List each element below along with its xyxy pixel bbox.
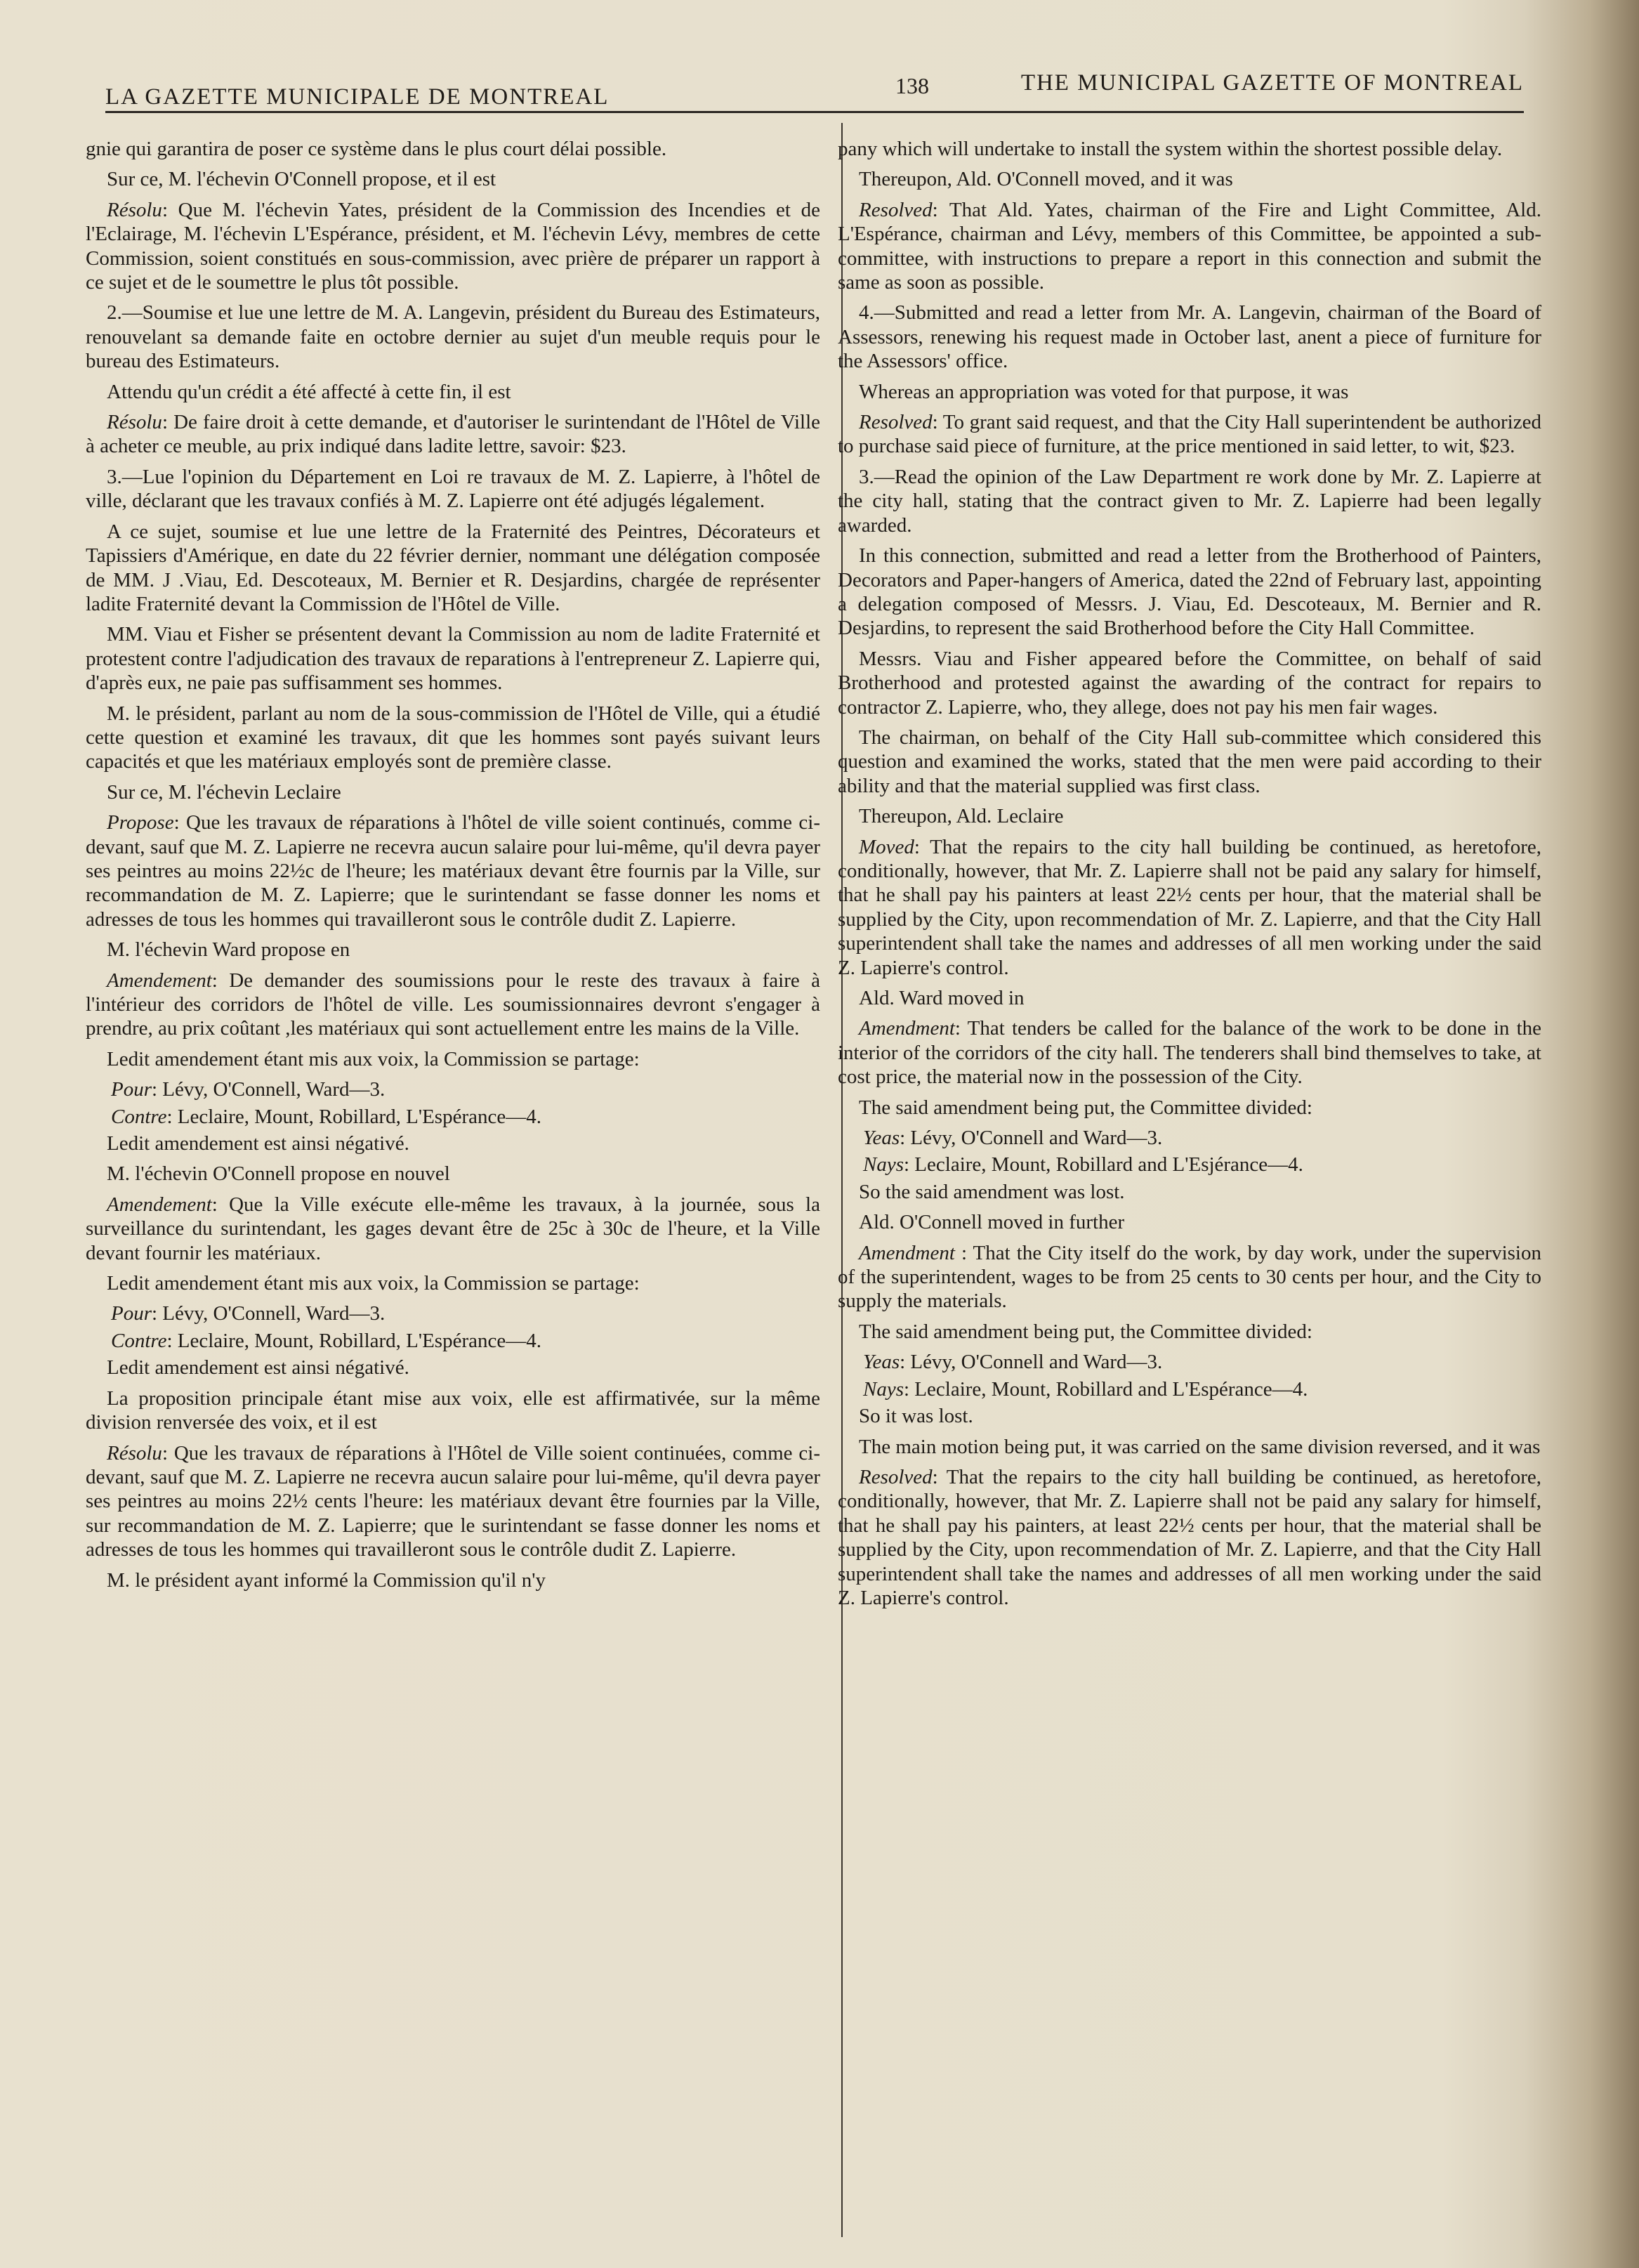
paragraph-text: M. le président, parlant au nom de la sous-commission de l'Hôtel de Ville, qui a étudié cette question et examiné les travaux, dit que les hommes sont payés suivant leurs capacités et que les matériaux employés sont de première classe.: [86, 702, 820, 773]
paragraph: [838, 1180, 1541, 1204]
paragraph: [838, 1016, 1541, 1089]
english-column: [838, 137, 1541, 1616]
motion-label: Résolu: [107, 1441, 162, 1464]
header-english-title: THE MUNICIPAL GAZETTE OF MONTREAL: [1020, 70, 1524, 96]
motion-label: Moved: [859, 835, 914, 858]
paragraph-text: So it was lost.: [859, 1405, 973, 1428]
paragraph: [86, 622, 820, 695]
paragraph: [86, 938, 820, 962]
paragraph-text: A ce sujet, soumise et lue une lettre de la Fraternité des Peintres, Décorateurs et Tapissiers d'Amérique, en date du 22 février dernier, nommant une délégation composée de MM. J .Viau, Ed. Descoteaux, M. Bernier et R. Desjardins, chargée de représenter ladite Fraternité devant la Commission de l'Hôtel de Ville.: [86, 520, 820, 615]
motion-label: Resolved: [859, 198, 933, 221]
paragraph: [838, 804, 1541, 828]
paragraph: [838, 167, 1541, 191]
paragraph: [838, 1320, 1541, 1344]
paragraph-text: La proposition principale étant mise aux voix, elle est affirmativée, sur la même division renversée des voix, et il est: [86, 1387, 820, 1434]
paragraph-text: 2.—Soumise et lue une lettre de M. A. Langevin, président du Bureau des Estimateurs, renouvelant sa demande faite en octobre dernier au sujet d'un meuble requis pour le bureau des Estimateurs.: [86, 301, 820, 373]
paragraph: [838, 198, 1541, 295]
paragraph: [838, 380, 1541, 404]
paragraph: [86, 1441, 820, 1562]
paragraph: [86, 702, 820, 774]
motion-label: Resolved: [859, 1465, 933, 1488]
motion-label: Propose: [107, 811, 174, 834]
paragraph-text: M. le président ayant informé la Commission qu'il n'y: [107, 1568, 546, 1592]
paragraph-text: : Lévy, O'Connell and Ward—3.: [900, 1127, 1163, 1150]
motion-label: Yeas: [863, 1127, 900, 1150]
motion-label: Amendement: [107, 1193, 212, 1216]
paragraph-text: The chairman, on behalf of the City Hall sub-committee which considered this question and examined the works, stated that the men were paid according to their ability and that the material supplied was first class.: [838, 726, 1541, 797]
vote-line: [838, 1350, 1541, 1374]
paragraph-text: Ald. O'Connell moved in further: [859, 1211, 1125, 1234]
paragraph: [838, 1404, 1541, 1428]
motion-label: Amendment: [859, 1241, 955, 1264]
paragraph-text: The said amendment being put, the Committee divided:: [859, 1096, 1312, 1119]
paragraph-text: Ald. Ward moved in: [859, 987, 1025, 1009]
paragraph-text: The main motion being put, it was carried on the same division reversed, and it was: [859, 1435, 1541, 1458]
paragraph: [838, 986, 1541, 1010]
paragraph-text: : That the repairs to the city hall building be continued, as heretofore, conditionally, however, that Mr. Z. Lapierre shall not be paid any salary for himself, that he shall pay his painters, at least 22½ cents per hour, that the material shall be supplied by the City, upon recommendation of Mr. Z. Lapierre, and that the City Hall superintendent shall take the names and addresses of all men working under the said Z. Lapierre's control.: [838, 1465, 1541, 1609]
paragraph: [86, 811, 820, 931]
paragraph-text: Thereupon, Ald. Leclaire: [859, 805, 1064, 828]
motion-label: Contre: [111, 1329, 167, 1352]
paragraph: [838, 544, 1541, 641]
paragraph-text: Attendu qu'un crédit a été affecté à cette fin, il est: [107, 380, 511, 403]
vote-line: [838, 1377, 1541, 1401]
paragraph: [86, 1568, 820, 1592]
paragraph-text: : That Ald. Yates, chairman of the Fire and Light Committee, Ald. L'Espérance, chairman and Lévy, members of this Committee, be appointed a sub-committee, with instructions to prepare a report in this connection and submit the same as soon as possible.: [838, 198, 1541, 294]
paragraph-text: : Que M. l'échevin Yates, président de la Commission des Incendies et de l'Eclairage, M. l'échevin L'Espérance, président, et M. l'échevin Lévy, membres de cette Commission, soient constitués en sous-commission, avec prière de préparer un rapport à ce sujet et de le soumettre le plus tôt possible.: [86, 198, 820, 294]
paragraph: [86, 1132, 820, 1155]
paragraph-text: : Que la Ville exécute elle-même les travaux, à la journée, sous la surveillance du surintendant, les gages devant être de 25c à 30c de l'heure, et la Ville devant fournir les matériaux.: [86, 1193, 820, 1264]
motion-label: Nays: [863, 1377, 904, 1401]
paragraph-text: : To grant said request, and that the City Hall superintendent be authorized to purchase said piece of furniture, at the price mentioned in said letter, to wit, $23.: [838, 411, 1541, 458]
paragraph: [86, 380, 820, 404]
paragraph: [838, 1096, 1541, 1120]
paragraph: [838, 1465, 1541, 1610]
paragraph-text: Ledit amendement est ainsi négativé.: [107, 1356, 409, 1379]
page-header: [105, 70, 1524, 112]
paragraph-text: : That the repairs to the city hall building be continued, as heretofore, conditionally, however, that Mr. Z. Lapierre shall not be paid any salary for himself, that he shall pay his painters at least 22½ cents per hour, that the material shall be supplied by the City, upon recommendation of Mr. Z. Lapierre, and that the City Hall superintendent shall take the names and addresses of all men working under the said Z. Lapierre's control.: [838, 835, 1541, 979]
paragraph-text: gnie qui garantira de poser ce système dans le plus court délai possible.: [86, 138, 667, 160]
paragraph-text: M. l'échevin Ward propose en: [107, 938, 350, 962]
paragraph-text: : Leclaire, Mount, Robillard, L'Espérance—4.: [166, 1329, 541, 1352]
paragraph: [838, 1210, 1541, 1234]
vote-line: [838, 1153, 1541, 1176]
paragraph: [86, 167, 820, 191]
motion-label: Amendement: [107, 969, 212, 992]
paragraph: [86, 410, 820, 459]
motion-label: Resolved: [859, 411, 933, 434]
paragraph: [86, 520, 820, 617]
paragraph: [86, 969, 820, 1041]
paragraph: [838, 465, 1541, 537]
paragraph-text: 4.—Submitted and read a letter from Mr. A. Langevin, chairman of the Board of Assessors, renewing his request made in October last, anent a piece of furniture for the Assessors' office.: [838, 301, 1541, 373]
paragraph-text: pany which will undertake to install the system within the shortest possible delay.: [838, 138, 1503, 160]
vote-line: [86, 1077, 820, 1101]
vote-line: [86, 1302, 820, 1325]
paragraph-text: Thereupon, Ald. O'Connell moved, and it was: [859, 168, 1233, 191]
paragraph: [838, 835, 1541, 980]
paragraph-text: Sur ce, M. l'échevin Leclaire: [107, 780, 341, 804]
paragraph: [86, 1193, 820, 1265]
paragraph-text: So the said amendment was lost.: [859, 1180, 1125, 1203]
motion-label: Amendment: [859, 1017, 955, 1040]
paragraph-text: : De demander des soumissions pour le reste des travaux à faire à l'intérieur des corridors de l'hôtel de ville. Les soumissionnaires devront s'engager à prendre, au prix coûtant ,les matériaux qui sont actuellement entre les mains de la Ville.: [86, 969, 820, 1040]
paragraph-text: : De faire droit à cette demande, et d'autoriser le surintendant de l'Hôtel de Ville à acheter ce meuble, au prix indiqué dans ladite lettre, savoir: $23.: [86, 411, 820, 458]
vote-line: [86, 1329, 820, 1353]
motion-label: Nays: [863, 1153, 904, 1176]
paragraph: [86, 1047, 820, 1071]
paragraph-text: : Que les travaux de réparations à l'hôtel de ville soient continués, comme ci-devant, sauf que M. Z. Lapierre ne recevra aucun salaire pour lui-même, qu'il devra payer ses peintres au moins 22½c de l'heure; les matériaux devant être fournis par la Ville, sur recommandation de M. Z. Lapierre; que le surintendant se fasse donner les noms et adresses de tous les hommes qui travailleront sous le contrôle dudit Z. Lapierre.: [86, 811, 820, 931]
paragraph: [86, 137, 820, 161]
paragraph-text: : Lévy, O'Connell, Ward—3.: [152, 1078, 386, 1101]
paragraph-text: : Leclaire, Mount, Robillard and L'Espérance—4.: [904, 1377, 1308, 1401]
paragraph-text: MM. Viau et Fisher se présentent devant la Commission au nom de ladite Fraternité et protestent contre l'adjudication des travaux de reparations à l'entrepreneur Z. Lapierre qui, d'après eux, ne paie pas suffisamment ses hommes.: [86, 623, 820, 695]
motion-label: Pour: [111, 1078, 152, 1101]
paragraph-text: 3.—Read the opinion of the Law Department re work done by Mr. Z. Lapierre at the city hall, stating that the contract given to Mr. Z. Lapierre had been legally awarded.: [838, 465, 1541, 537]
french-column: [86, 137, 820, 1599]
motion-label: Résolu: [107, 411, 162, 434]
paragraph-text: : That tenders be called for the balance of the work to be done in the interior of the corridors of the city hall. The tenderers shall bind themselves to take, at cost price, the material now in the possession of the City.: [838, 1017, 1541, 1089]
motion-label: Pour: [111, 1302, 152, 1325]
paragraph-text: Sur ce, M. l'échevin O'Connell propose, et il est: [107, 168, 496, 191]
header-rule: [105, 111, 1524, 113]
paragraph: [838, 410, 1541, 459]
paragraph-text: The said amendment being put, the Committee divided:: [859, 1320, 1312, 1343]
paragraph-text: Messrs. Viau and Fisher appeared before the Committee, on behalf of said Brotherhood and protested against the awarding of the contract for repairs to contractor Z. Lapierre, who, they allege, does not pay his men fair wages.: [838, 647, 1541, 719]
paragraph: [86, 1356, 820, 1379]
paragraph: [86, 780, 820, 804]
paragraph: [838, 647, 1541, 719]
paragraph-text: : Leclaire, Mount, Robillard, L'Espérance—4.: [166, 1105, 541, 1128]
vote-line: [838, 1126, 1541, 1150]
paragraph-text: 3.—Lue l'opinion du Département en Loi re travaux de M. Z. Lapierre, à l'hôtel de ville, déclarant que les travaux confiés à M. Z. Lapierre ont été adjugés légalement.: [86, 465, 820, 513]
paragraph-text: : That the City itself do the work, by day work, under the supervision of the superintendent, wages to be from 25 cents to 30 cents per hour, and the City to supply the materials.: [838, 1241, 1541, 1313]
paragraph-text: : Lévy, O'Connell, Ward—3.: [152, 1302, 386, 1325]
paragraph: [838, 301, 1541, 373]
paragraph-text: Ledit amendement étant mis aux voix, la Commission se partage:: [107, 1272, 640, 1295]
paragraph-text: M. l'échevin O'Connell propose en nouvel: [107, 1162, 450, 1186]
motion-label: Yeas: [863, 1351, 900, 1374]
paragraph: [86, 1387, 820, 1435]
paragraph-text: Whereas an appropriation was voted for that purpose, it was: [859, 380, 1349, 403]
motion-label: Contre: [111, 1105, 167, 1128]
header-french-title: LA GAZETTE MUNICIPALE DE MONTREAL: [105, 84, 610, 110]
paragraph: [86, 198, 820, 295]
paragraph: [86, 1162, 820, 1186]
vote-line: [86, 1105, 820, 1129]
paragraph-text: : Que les travaux de réparations à l'Hôtel de Ville soient continuées, comme ci-devant, sauf que M. Z. Lapierre ne recevra aucun salaire pour lui-même, qu'il devra payer ses peintres au moins 22½ cents l'heure: les matériaux devant être fournies par la Ville, sur recommandation de M. Z. Lapierre; que le surintendant se fasse donner les noms et adresses de tous les hommes qui travailleront sous le contrôle dudit Z. Lapierre.: [86, 1441, 820, 1561]
paragraph-text: Ledit amendement est ainsi négativé.: [107, 1132, 409, 1155]
paragraph-text: Ledit amendement étant mis aux voix, la Commission se partage:: [107, 1047, 640, 1070]
paragraph: [838, 726, 1541, 798]
paragraph: [838, 1435, 1541, 1459]
paragraph: [838, 1241, 1541, 1313]
paragraph: [86, 301, 820, 373]
paragraph: [838, 137, 1541, 161]
paragraph-text: In this connection, submitted and read a letter from the Brotherhood of Painters, Decorators and Paper-hangers of America, dated the 22nd of February last, appointing a delegation composed of Messrs. J. Viau, Ed. Descoteaux, M. Bernier and R. Desjardins, to represent the said Brotherhood before the City Hall Committee.: [838, 544, 1541, 640]
page-number: 138: [895, 73, 929, 98]
paragraph: [86, 465, 820, 513]
paragraph: [86, 1271, 820, 1295]
motion-label: Résolu: [107, 198, 162, 221]
paragraph-text: : Lévy, O'Connell and Ward—3.: [900, 1351, 1163, 1374]
paragraph-text: : Leclaire, Mount, Robillard and L'Esjérance—4.: [904, 1153, 1303, 1176]
